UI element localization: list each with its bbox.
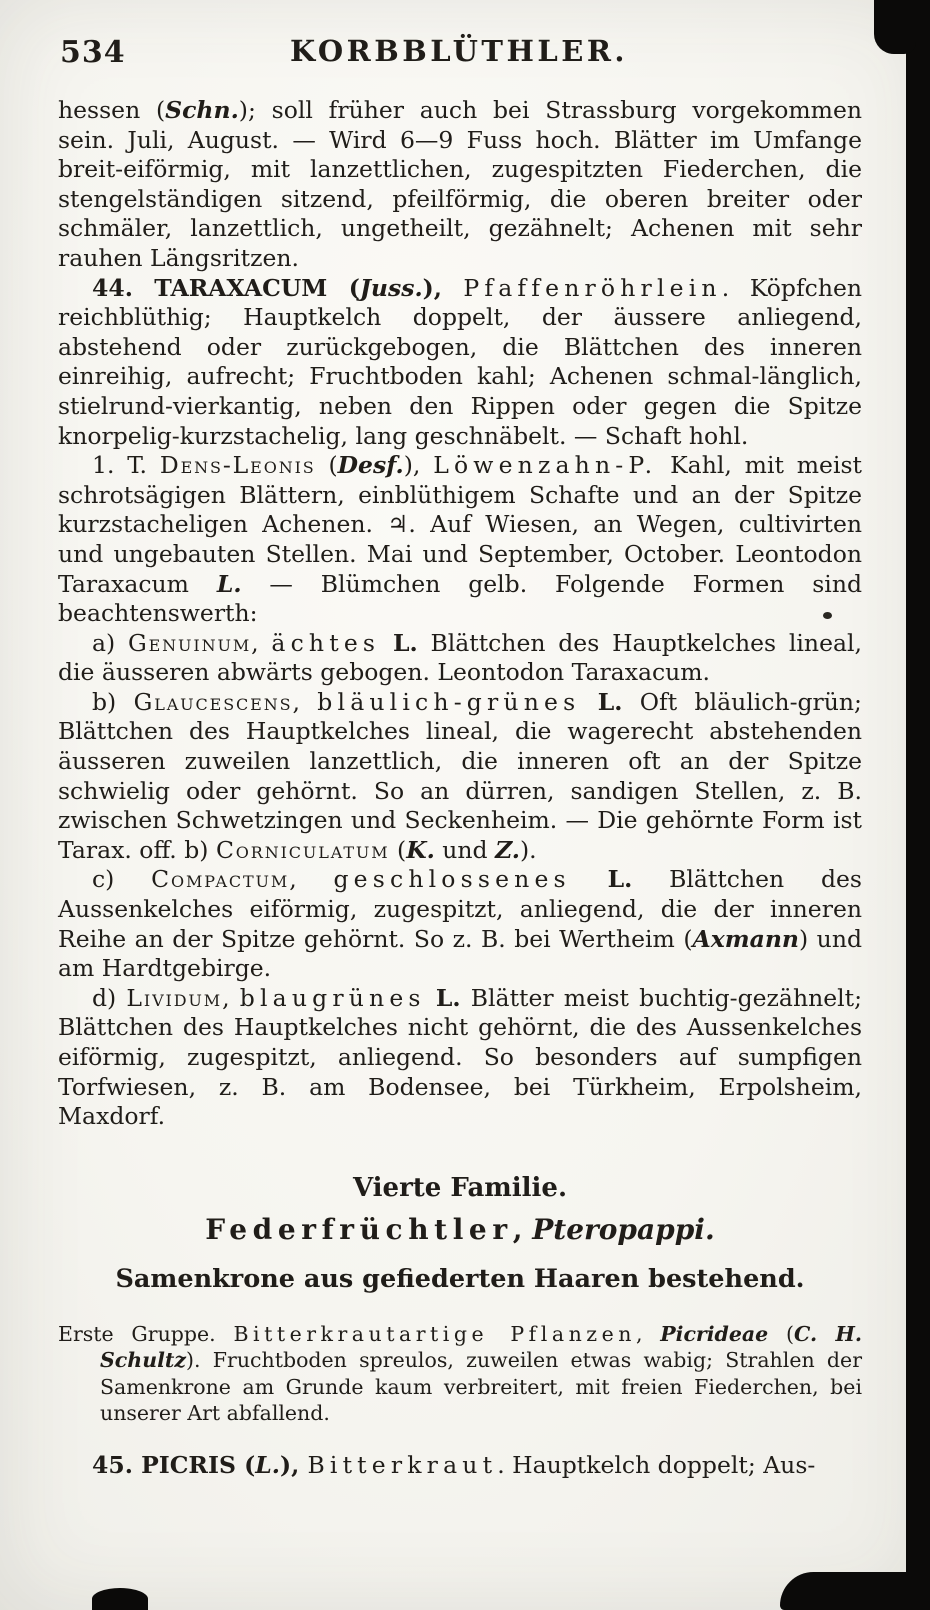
paragraph-variant-a-genuinum xyxy=(58,629,862,688)
text-segment: Z. xyxy=(495,835,520,864)
text-segment: , xyxy=(289,865,334,894)
text-segment: Samenkrone aus gefiederten Haaren bestehend. xyxy=(115,1263,805,1294)
text-segment: Lividum xyxy=(126,983,223,1012)
text-segment: ); soll früher auch bei Strassburg vorgekommen sein. Juli, August. — Wird 6—9 Fuss hoch. Blätter im Umfange breit-eiförmig, mit lanzettlichen, zugespitzten Fiederchen, die stengelständigen sitzend, pfeilförmig, die oberen breiter oder schmäler, lanzettlich, ungetheilt, gezähnelt; Achenen mit sehr rauhen Längsritzen. xyxy=(58,96,862,272)
running-title: KORBBLÜTHLER. xyxy=(289,34,629,68)
text-segment: Dens-Leonis xyxy=(159,451,316,480)
text-segment: , xyxy=(635,1321,661,1346)
page-number: 534 xyxy=(60,35,126,70)
text-segment: L. xyxy=(597,687,623,716)
text-segment: Glaucescens xyxy=(133,687,293,716)
heading-samenkrone xyxy=(58,1265,862,1295)
page-body xyxy=(58,96,862,1480)
text-segment: Blättchen des Aussenkelches eiförmig, zugespitzt, anliegend, die der inneren Reihe an der Spitze gehörnt. So z. B. bei Wertheim ( xyxy=(58,865,862,953)
text-segment: Picrideae xyxy=(660,1321,769,1346)
text-segment: Federfrüchtler xyxy=(205,1213,513,1247)
text-segment: K. xyxy=(406,835,435,864)
text-segment: , xyxy=(251,628,272,657)
text-segment: 44. TARAXACUM ( xyxy=(92,273,360,302)
text-segment: ächtes xyxy=(271,628,381,657)
text-segment: , xyxy=(292,687,318,716)
text-segment: , xyxy=(512,1213,533,1247)
text-segment: hessen ( xyxy=(58,96,166,124)
text-segment: . Hauptkelch doppelt; Aus- xyxy=(497,1450,816,1479)
text-segment: , xyxy=(222,983,240,1012)
text-segment: ), xyxy=(403,451,434,480)
heading-federfruechtler-pteropappi xyxy=(58,1215,862,1245)
text-segment xyxy=(571,865,608,893)
text-segment xyxy=(580,688,597,716)
text-segment: Bitterkrautartige Pflanzen xyxy=(233,1321,636,1346)
text-segment: 45. PICRIS ( xyxy=(92,1450,256,1479)
text-segment: ), xyxy=(279,1450,308,1479)
text-segment: L. xyxy=(255,1450,280,1479)
text-segment: ( xyxy=(389,835,407,864)
text-segment: a) xyxy=(92,628,128,657)
text-segment: ) und am Hardtgebirge. xyxy=(58,924,862,983)
text-segment: . Köpfchen reichblüthig; Hauptkelch doppelt, der äussere anliegend, abstehend oder zurückgebogen, die Blättchen des inneren einreihig, aufrecht; Fruchtboden kahl; Achenen schmal-länglich, stielrund-vierkantig, neben den Rippen oder gegen die Spitze knorpelig-kurzstachelig, lang geschnäbelt. — Schaft hohl. xyxy=(58,273,862,450)
text-segment: b) xyxy=(92,687,134,716)
paragraph-hessen-continuation xyxy=(58,96,862,274)
family-section-headings xyxy=(58,1174,862,1295)
paragraph-variant-b-glaucescens xyxy=(58,688,862,866)
text-segment: ). Fruchtboden spreulos, zuweilen etwas wabig; Strahlen der Samenkrone am Grunde kaum verbreitert, mit freien Fiederchen, bei unserer Art abfallend. xyxy=(100,1348,862,1426)
scan-artifact-bottom-right-corner xyxy=(780,1572,930,1610)
paragraph-genus-taraxacum xyxy=(58,274,862,452)
text-segment: Schn. xyxy=(165,96,239,124)
text-segment: Pteropappi. xyxy=(532,1213,715,1247)
text-segment: blaugrünes xyxy=(239,983,426,1012)
text-segment: Genuinum xyxy=(127,628,252,657)
scan-artifact-bottom-left-blob xyxy=(92,1588,148,1610)
text-segment: c) xyxy=(92,865,152,894)
paragraph-species-dens-leonis xyxy=(58,451,862,629)
text-segment: geschlossenes xyxy=(333,865,571,894)
text-segment: bläulich-grünes xyxy=(317,687,581,716)
paragraph-variant-c-compactum xyxy=(58,865,862,983)
text-segment: L. xyxy=(216,569,242,598)
scan-artifact-ink-speck xyxy=(823,612,832,619)
text-segment: Juss. xyxy=(359,273,423,302)
text-segment: d) xyxy=(92,983,127,1012)
text-segment: — Blümchen gelb. Folgende Formen sind beachtenswerth: xyxy=(58,569,863,628)
scan-artifact-top-right-corner xyxy=(874,0,916,54)
text-segment: Desf. xyxy=(337,451,404,480)
paragraph-erste-gruppe-picrideae xyxy=(58,1321,862,1427)
text-segment: und xyxy=(434,835,496,864)
text-segment: ( xyxy=(315,451,338,480)
text-segment: C. H. Schultz xyxy=(100,1321,862,1373)
text-segment: L. xyxy=(435,983,461,1012)
text-segment: Vierte Familie. xyxy=(352,1172,568,1203)
text-segment: Corniculatum xyxy=(215,835,390,864)
text-segment: ), xyxy=(422,273,464,302)
text-segment: Axmann xyxy=(692,924,800,953)
text-segment: Oft bläulich-grün; Blättchen des Hauptkelches lineal, die wagerecht abstehenden äusseren zuweilen lanzettlich, die inneren oft an der Spitze schwielig oder gehörnt. So an dürren, sandigen Stellen, z. B. zwischen Schwetzingen und Seckenheim. — Die gehörnte Form ist Tarax. off. b) xyxy=(58,687,862,864)
text-segment: L. xyxy=(392,628,418,657)
text-segment: Löwenzahn-P. xyxy=(433,451,658,480)
text-segment xyxy=(426,984,436,1012)
text-segment: Erste Gruppe. xyxy=(58,1321,234,1346)
heading-vierte-familie xyxy=(58,1174,862,1204)
text-segment: Bitterkraut xyxy=(307,1450,498,1479)
text-segment: Pfaffenröhrlein xyxy=(463,273,722,302)
page-header xyxy=(58,34,860,76)
text-segment: Blätter meist buchtig-gezähnelt; Blättchen des Hauptkelches nicht gehörnt, die des Aussenkelches eiförmig, zugespitzt, anliegend. So besonders auf sumpfigen Torfwiesen, z. B. am Bodensee, bei Türkheim, Erpolsheim, Maxdorf. xyxy=(58,983,862,1131)
scan-artifact-right-edge xyxy=(906,0,930,1610)
text-segment: Blättchen des Hauptkelches lineal, die äusseren abwärts gebogen. Leontodon Taraxacum. xyxy=(58,628,862,687)
text-segment: Kahl, mit meist schrotsägigen Blättern, einblüthigem Schafte und an der Spitze kurzstacheligen Achenen. ♃. Auf Wiesen, an Wegen, cultivirten und ungebauten Stellen. Mai und September, October. Leontodon Taraxacum xyxy=(58,451,862,598)
text-segment: Compactum xyxy=(151,865,290,894)
paragraph-genus-picris xyxy=(58,1451,862,1481)
text-segment: L. xyxy=(607,865,633,894)
text-segment: 1. T. xyxy=(92,451,160,480)
text-segment xyxy=(380,629,393,657)
paragraph-variant-d-lividum xyxy=(58,984,862,1132)
text-segment: ( xyxy=(768,1321,794,1346)
text-segment: ). xyxy=(520,835,537,864)
